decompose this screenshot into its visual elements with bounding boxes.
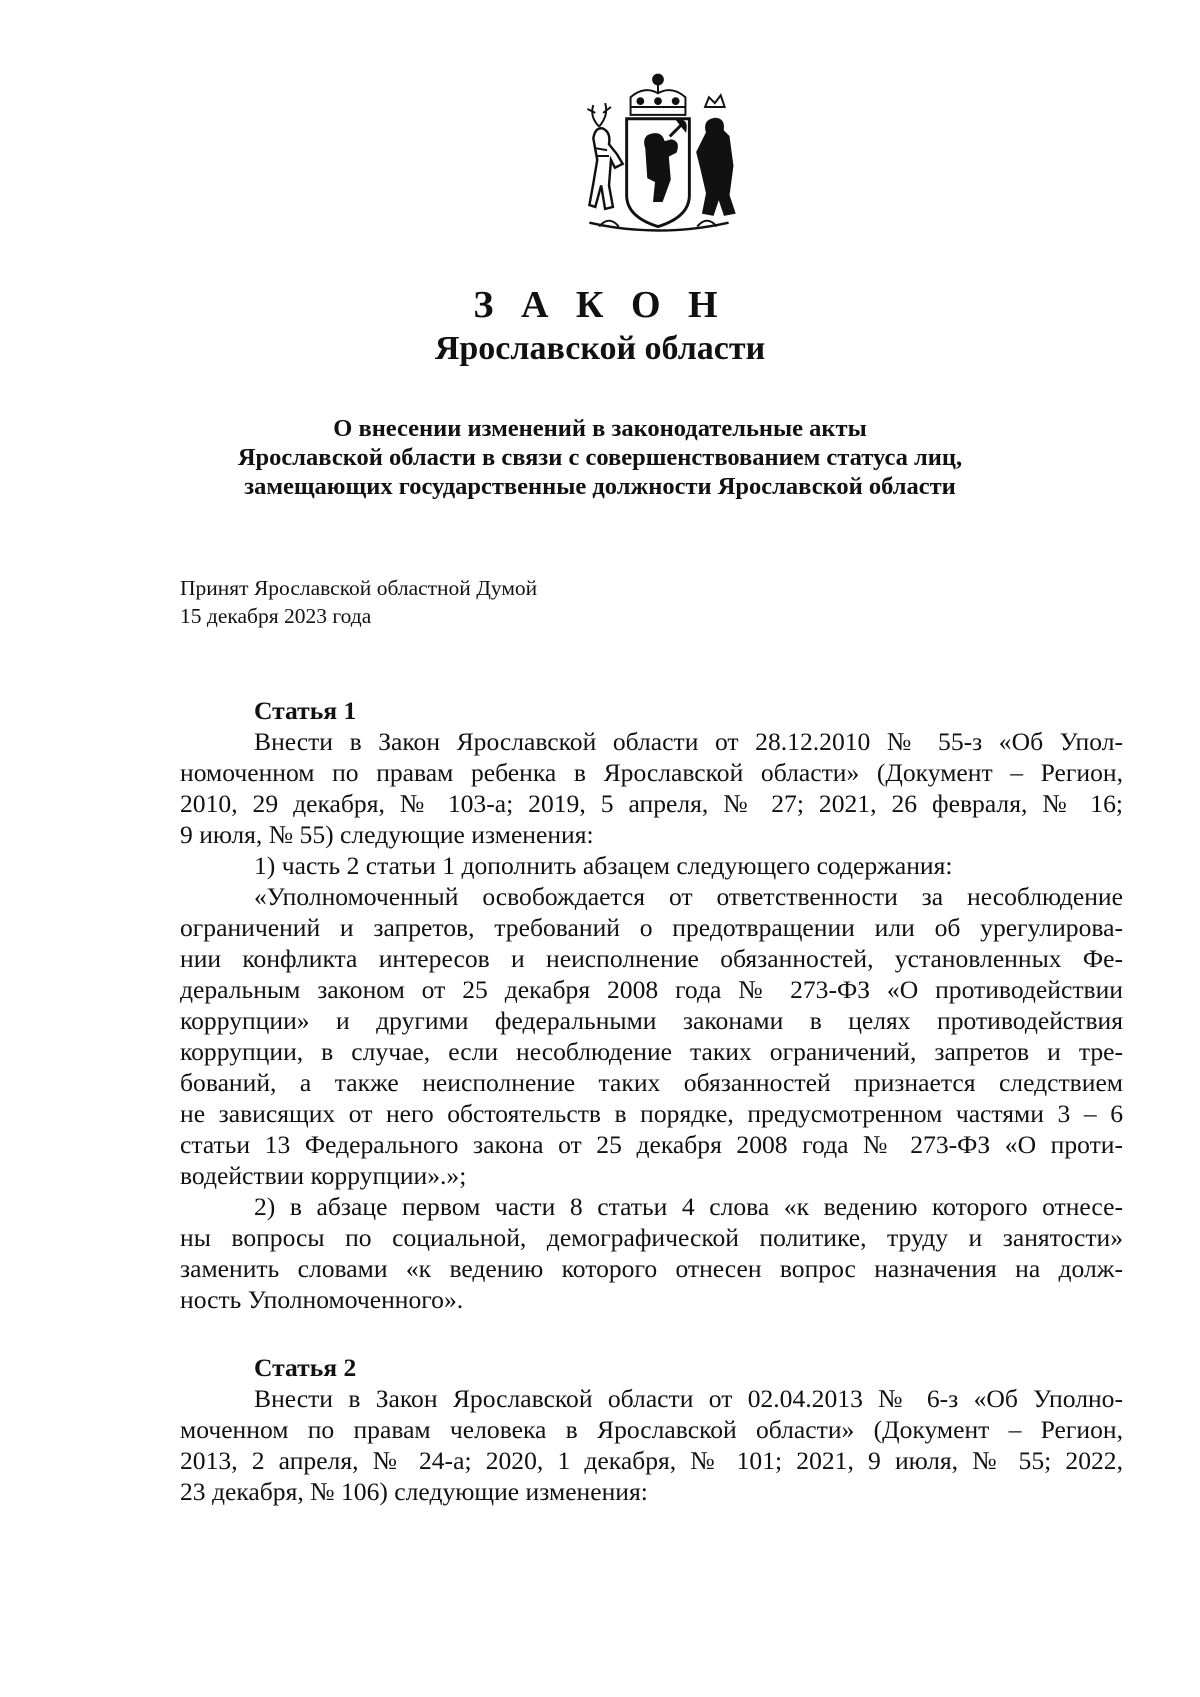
text-line: 9 июля, № 55) следующие изменения: — [180, 820, 594, 849]
text-line: коррупции, в случае, если несоблюдение таких ограничений, запретов и тре- — [180, 1037, 1123, 1066]
heading-line: замещающих государственные должности Ярославской области — [244, 473, 956, 500]
article-gap — [180, 1315, 1123, 1352]
text-line: моченном по правам человека в Ярославской области» (Документ – Регион, — [180, 1415, 1123, 1444]
document-title: З А К О Н — [473, 284, 727, 326]
document-body — [180, 695, 1123, 1507]
document-heading — [180, 414, 1020, 501]
text-line: 2010, 29 декабря, № 103-а; 2019, 5 апреля, № 27; 2021, 26 февраля, № 16; — [180, 789, 1123, 818]
adoption-body: Принят Ярославской областной Думой — [180, 576, 538, 600]
adoption-note — [180, 574, 537, 630]
text-line: ны вопросы по социальной, демографической политике, труду и занятости» — [180, 1223, 1123, 1252]
text-line: коррупции» и другими федеральными законами в целях противодействия — [180, 1006, 1123, 1035]
text-line: статьи 13 Федерального закона от 25 декабря 2008 года № 273-ФЗ «О проти- — [180, 1130, 1123, 1159]
text-line: заменить словами «к ведению которого отнесен вопрос назначения на долж- — [180, 1254, 1123, 1283]
text-line: ность Уполномоченного». — [180, 1285, 464, 1314]
article-title: Статья 2 — [254, 1353, 357, 1382]
coat-of-arms-icon — [560, 58, 756, 254]
text-line: ограничений и запретов, требований о предотвращении или об урегулирова- — [180, 913, 1123, 942]
text-line: «Уполномоченный освобождается от ответственности за несоблюдение — [254, 882, 1123, 911]
text-line: не зависящих от него обстоятельств в порядке, предусмотренном частями 3 – 6 — [180, 1099, 1123, 1128]
text-line: 1) часть 2 статьи 1 дополнить абзацем следующего содержания: — [254, 851, 953, 880]
text-line: номоченном по правам ребенка в Ярославской области» (Документ – Регион, — [180, 758, 1123, 787]
text-line: деральным законом от 25 декабря 2008 года № 273-ФЗ «О противодействии — [180, 975, 1123, 1004]
text-line: бований, а также неисполнение таких обязанностей признается следствием — [180, 1068, 1123, 1097]
yaroslavl-coat-of-arms-icon — [560, 58, 756, 254]
text-line: водействии коррупции».»; — [180, 1161, 467, 1190]
text-line: 23 декабря, № 106) следующие изменения: — [180, 1477, 648, 1506]
heading-line: О внесении изменений в законодательные акты — [333, 415, 867, 442]
text-line: Внести в Закон Ярославской области от 02.04.2013 № 6-з «Об Уполно- — [254, 1384, 1123, 1413]
document-subtitle: Ярославской области — [434, 330, 766, 367]
text-line: 2013, 2 апреля, № 24-а; 2020, 1 декабря, № 101; 2021, 9 июля, № 55; 2022, — [180, 1446, 1123, 1475]
heading-line: Ярославской области в связи с совершенствованием статуса лиц, — [237, 444, 963, 471]
text-line: 2) в абзаце первом части 8 статьи 4 слова «к ведению которого отнесе- — [254, 1192, 1123, 1221]
text-line: нии конфликта интересов и неисполнение обязанностей, установленных Фе- — [180, 944, 1123, 973]
adoption-date: 15 декабря 2023 года — [180, 604, 372, 628]
article-title: Статья 1 — [254, 696, 357, 725]
text-line: Внести в Закон Ярославской области от 28.12.2010 № 55-з «Об Упол- — [254, 727, 1123, 756]
